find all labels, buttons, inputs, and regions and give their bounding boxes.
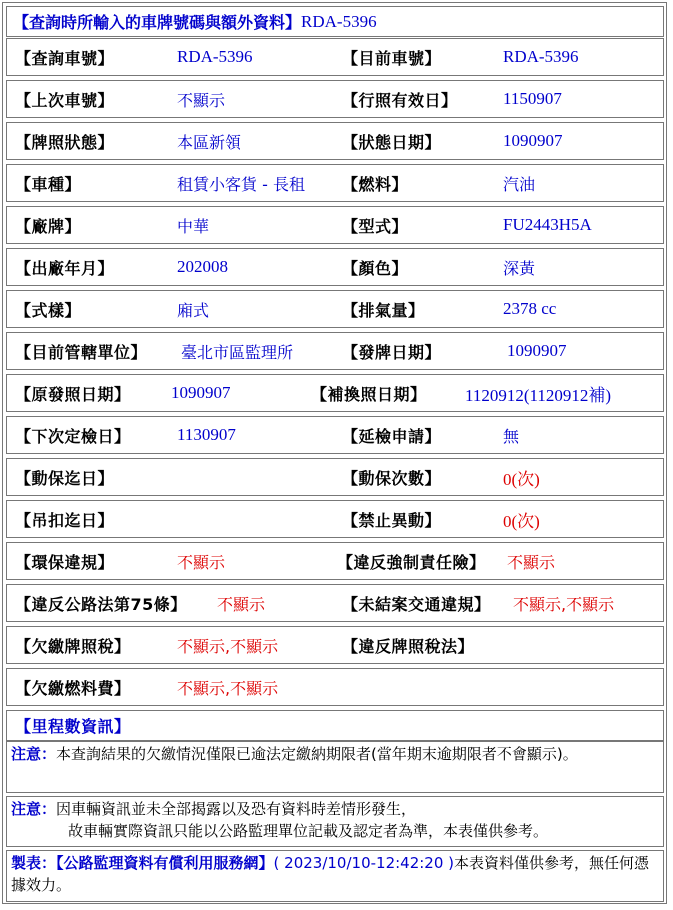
mileage-title: 【里程數資訊】 [15, 717, 131, 736]
field-label: 【吊扣迄日】 [15, 510, 115, 530]
field-value: 本區新領 [177, 132, 242, 152]
field-value: 1120912(1120912補) [465, 385, 612, 405]
field-label: 【延檢申請】 [342, 426, 442, 446]
field-value: 不顯示 [507, 552, 556, 572]
field-label: 【動保迄日】 [15, 468, 115, 488]
field-value: 租賃小客貨 - 長租 [177, 174, 305, 194]
field-value: RDA-5396 [503, 47, 579, 66]
field-value: 不顯示 [177, 90, 226, 110]
table-row [6, 584, 664, 622]
field-value: 0(次) [503, 511, 540, 531]
field-value: 202008 [177, 257, 228, 276]
table-row [6, 626, 664, 664]
field-value: 0(次) [503, 469, 540, 489]
footer-text: 本表資料僅供參考，無任何憑據效力。 [11, 854, 650, 894]
field-value: RDA-5396 [177, 47, 253, 66]
field-label: 【違反強制責任險】 [337, 552, 486, 572]
table-row [6, 374, 664, 412]
table-row [6, 38, 664, 76]
note-label: 注意： [11, 800, 57, 818]
field-label: 【車種】 [15, 174, 82, 194]
field-label: 【出廠年月】 [15, 258, 115, 278]
table-row [6, 206, 664, 244]
note-text: 本查詢結果的欠繳情況僅限已逾法定繳納期限者(當年期末逾期限者不會顯示)。 [56, 745, 578, 763]
field-value: 無 [503, 426, 520, 446]
field-value: 1090907 [171, 383, 231, 402]
mileage-section [6, 710, 664, 741]
field-label: 【廠牌】 [15, 216, 82, 236]
field-value: 不顯示,不顯示 [177, 678, 279, 698]
table-row [6, 416, 664, 454]
note-overdue [6, 741, 664, 793]
field-label: 【上次車號】 [15, 90, 115, 110]
field-value: 深黃 [503, 258, 536, 278]
table-row [6, 248, 664, 286]
table-row [6, 122, 664, 160]
field-value: 不顯示,不顯示 [513, 594, 615, 614]
footer-label: 製表： [11, 854, 57, 872]
field-label: 【燃料】 [342, 174, 409, 194]
field-label: 【發牌日期】 [342, 342, 442, 362]
field-label: 【牌照狀態】 [15, 132, 115, 152]
field-value: 不顯示 [217, 594, 266, 614]
field-value: FU2443H5A [503, 215, 592, 234]
field-label: 【排氣量】 [342, 300, 425, 320]
field-label: 【行照有效日】 [342, 90, 458, 110]
note-line-2: 故車輛實際資訊只能以公路監理單位記載及認定者為準，本表僅供參考。 [68, 822, 549, 840]
field-value: 1090907 [503, 131, 563, 150]
field-value: 臺北市區監理所 [181, 342, 294, 362]
field-label: 【環保違規】 [15, 552, 115, 572]
table-row [6, 80, 664, 118]
field-label: 【禁止異動】 [342, 510, 442, 530]
table-row [6, 542, 664, 580]
note-line-1: 因車輛資訊並未全部揭露以及恐有資料時差情形發生， [56, 800, 417, 818]
footer-source: 【公路監理資料有償利用服務網】 [56, 854, 274, 872]
field-value: 1090907 [507, 341, 567, 360]
report-plate: RDA-5396 [301, 11, 377, 31]
field-label: 【目前車號】 [342, 48, 442, 68]
table-row [6, 668, 664, 706]
field-value: 中華 [177, 216, 210, 236]
footer-timestamp: ( 2023/10/10-12:42:20 ) [273, 854, 455, 872]
report-title: 【查詢時所輸入的車牌號碼與額外資料】 [13, 13, 302, 32]
field-label: 【違反牌照稅法】 [342, 636, 475, 656]
field-label: 【動保次數】 [342, 468, 442, 488]
table-row [6, 500, 664, 538]
field-label: 【式樣】 [15, 300, 82, 320]
field-label: 【原發照日期】 [15, 384, 131, 404]
field-label: 【下次定檢日】 [15, 426, 131, 446]
report-header [6, 6, 664, 37]
field-label: 【違反公路法第75條】 [15, 594, 187, 614]
field-value: 不顯示,不顯示 [177, 636, 279, 656]
field-label: 【未結案交通違規】 [342, 594, 491, 614]
report-footer [6, 850, 664, 902]
field-value: 2378 cc [503, 299, 557, 318]
field-label: 【查詢車號】 [15, 48, 115, 68]
field-value: 1150907 [503, 89, 562, 108]
field-label: 【補換照日期】 [311, 384, 427, 404]
field-value: 汽油 [503, 174, 536, 194]
field-label: 【顏色】 [342, 258, 409, 278]
field-label: 【狀態日期】 [342, 132, 442, 152]
field-value: 1130907 [177, 425, 236, 444]
field-value: 廂式 [177, 300, 210, 320]
table-row [6, 332, 664, 370]
note-label: 注意： [11, 745, 57, 763]
field-label: 【欠繳燃料費】 [15, 678, 131, 698]
field-value: 不顯示 [177, 552, 226, 572]
table-row [6, 458, 664, 496]
note-disclaimer [6, 796, 664, 847]
field-label: 【欠繳牌照稅】 [15, 636, 131, 656]
table-row [6, 164, 664, 202]
field-label: 【目前管轄單位】 [15, 342, 148, 362]
table-row [6, 290, 664, 328]
field-label: 【型式】 [342, 216, 409, 236]
